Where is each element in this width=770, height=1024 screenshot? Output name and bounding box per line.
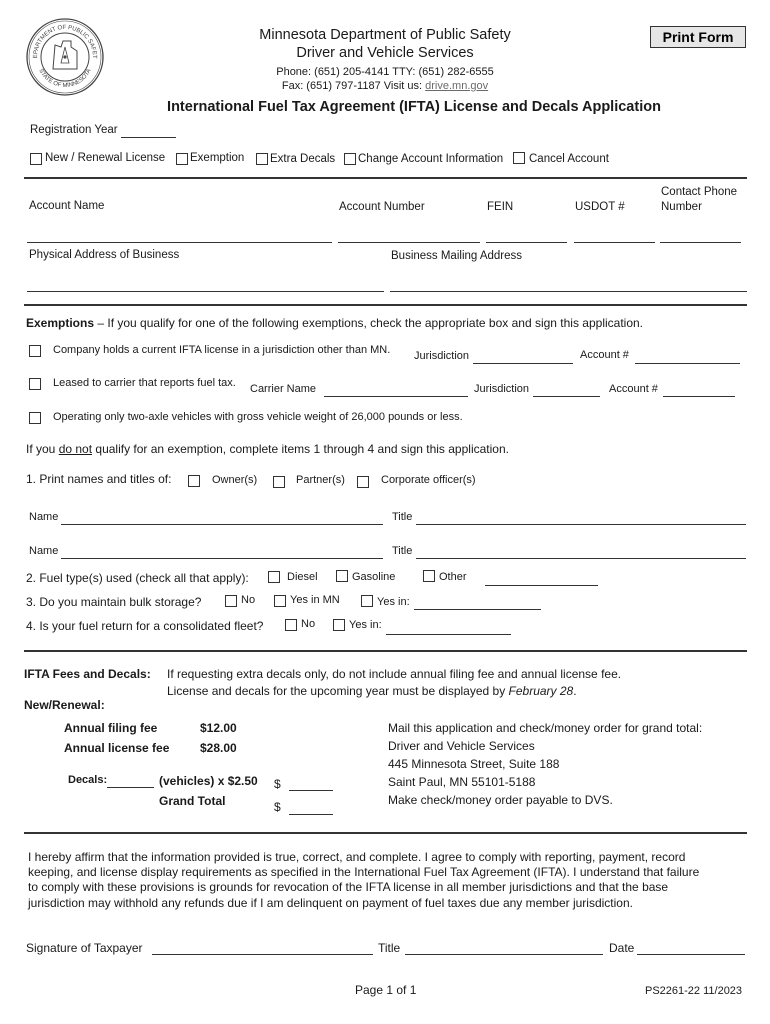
new-renewal-label: New/Renewal: <box>24 698 105 712</box>
label-gasoline: Gasoline <box>352 571 396 583</box>
fees-note-2-text: License and decals for the upcoming year must be displayed by <box>167 684 509 698</box>
affirmation-line: I hereby affirm that the information provided is true, correct, and complete. I agree to comply with reporting, payment, record <box>28 850 686 864</box>
checkbox-other-fuel[interactable] <box>423 570 435 582</box>
question-2: 2. Fuel type(s) used (check all that apply): <box>26 571 249 585</box>
checkbox-exemption[interactable] <box>176 153 188 165</box>
label-bulk-no: No <box>241 594 256 606</box>
field-name-1[interactable] <box>61 524 383 525</box>
label-officers: Corporate officer(s) <box>381 474 476 486</box>
label-exempt-two-axle: Operating only two-axle vehicles with gross vehicle weight of 26,000 pounds or less. <box>53 411 463 423</box>
label-physical-address: Physical Address of Business <box>29 249 180 261</box>
phone-line: Phone: (651) 205-4141 TTY: (651) 282-6555 <box>276 66 494 78</box>
checkbox-extra-decals[interactable] <box>256 153 268 165</box>
field-account-name[interactable] <box>27 242 332 243</box>
field-jurisdiction[interactable] <box>473 363 573 364</box>
seal-bottom-text: STATE OF MINNESOTA <box>37 68 93 90</box>
division-name: Driver and Vehicle Services <box>296 45 474 61</box>
exemptions-intro <box>26 316 643 330</box>
label-usdot: USDOT # <box>575 201 625 213</box>
form-number: PS2261-22 11/2023 <box>645 985 743 997</box>
fees-note-2-date: February 28 <box>508 684 574 698</box>
field-decals-total[interactable] <box>289 790 333 791</box>
field-carrier-name[interactable] <box>324 396 468 397</box>
checkbox-officers[interactable] <box>357 476 369 488</box>
field-account-num[interactable] <box>635 363 740 364</box>
field-signature[interactable] <box>152 954 373 955</box>
checkbox-bulk-yes-mn[interactable] <box>274 595 286 607</box>
divider <box>24 304 747 306</box>
label-extra-decals: Extra Decals <box>270 153 336 165</box>
field-fein[interactable] <box>486 242 567 243</box>
field-physical-address[interactable] <box>27 291 384 292</box>
field-signature-title[interactable] <box>405 954 603 955</box>
annual-license-fee-amount: $28.00 <box>200 741 237 755</box>
label-exemption: Exemption <box>190 152 245 164</box>
non-exempt-intro-pre: If you <box>26 442 59 456</box>
label-fleet-yes-in: Yes in: <box>349 619 382 631</box>
field-title-1[interactable] <box>416 524 746 525</box>
label-exempt-leased: Leased to carrier that reports fuel tax. <box>53 377 236 389</box>
checkbox-change-account[interactable] <box>344 153 356 165</box>
mail-line: Driver and Vehicle Services <box>388 739 535 753</box>
label-jurisdiction-2: Jurisdiction <box>474 383 530 395</box>
print-form-button[interactable]: Print Form <box>650 26 746 48</box>
exemptions-intro-text: – If you qualify for one of the following exemptions, check the appropriate box and sign this application. <box>94 316 644 330</box>
signature-date-label: Date <box>609 941 635 955</box>
checkbox-fleet-no[interactable] <box>285 619 297 631</box>
seal-top-text: EPARTMENT OF PUBLIC SAFET <box>32 24 98 59</box>
label-account-num-2: Account # <box>609 383 658 395</box>
field-mailing-address[interactable] <box>390 291 747 292</box>
label-fein: FEIN <box>487 201 514 213</box>
label-mailing-address: Business Mailing Address <box>391 250 523 262</box>
field-grand-total[interactable] <box>289 814 333 815</box>
checkbox-cancel-account[interactable] <box>513 152 525 164</box>
checkbox-exempt-leased[interactable] <box>29 378 41 390</box>
annual-filing-fee-amount: $12.00 <box>200 721 237 735</box>
fax-line <box>0 80 770 92</box>
label-title-1: Title <box>392 511 413 523</box>
field-decals-count[interactable] <box>107 787 154 788</box>
label-other-fuel: Other <box>439 571 467 583</box>
label-name-2: Name <box>29 545 59 557</box>
form-title: International Fuel Tax Agreement (IFTA) License and Decals Application <box>167 99 661 115</box>
mail-line: Mail this application and check/money order for grand total: <box>388 721 703 735</box>
signature-label: Signature of Taxpayer <box>26 941 143 955</box>
label-diesel: Diesel <box>287 571 318 583</box>
mail-line: Make check/money order payable to DVS. <box>388 793 613 807</box>
checkbox-bulk-no[interactable] <box>225 595 237 607</box>
label-account-num: Account # <box>580 349 629 361</box>
label-bulk-yes-in: Yes in: <box>377 596 410 608</box>
checkbox-exempt-ifta-license[interactable] <box>29 345 41 357</box>
fees-note-1: If requesting extra decals only, do not include annual filing fee and annual license fee. <box>167 667 622 681</box>
checkbox-fleet-yes-in[interactable] <box>333 619 345 631</box>
affirmation-line: jurisdiction may withhold any refunds due if I am delinquent on payment of fuel taxes due any member jurisdiction. <box>28 896 633 910</box>
question-4: 4. Is your fuel return for a consolidated fleet? <box>26 619 264 633</box>
label-title-2: Title <box>392 545 413 557</box>
label-carrier-name: Carrier Name <box>250 383 317 395</box>
fax-text: Fax: (651) 797-1187 Visit us: <box>281 80 426 92</box>
label-new-renewal: New / Renewal License <box>45 152 166 164</box>
field-title-2[interactable] <box>416 558 746 559</box>
question-1: 1. Print names and titles of: <box>26 472 172 486</box>
fees-heading: IFTA Fees and Decals: <box>24 667 151 681</box>
divider <box>24 832 747 834</box>
label-cancel-account: Cancel Account <box>529 153 609 165</box>
label-account-number: Account Number <box>339 201 425 213</box>
label-name-1: Name <box>29 511 59 523</box>
non-exempt-intro-post: qualify for an exemption, complete items 1 through 4 and sign this application. <box>92 442 509 456</box>
grand-total-label: Grand Total <box>159 794 226 808</box>
checkbox-exempt-two-axle[interactable] <box>29 412 41 424</box>
field-usdot[interactable] <box>574 242 655 243</box>
field-contact-phone[interactable] <box>660 242 741 243</box>
label-exempt-ifta-license: Company holds a current IFTA license in a jurisdiction other than MN. <box>53 344 391 356</box>
dollar-sign-1: $ <box>274 777 281 791</box>
signature-title-label: Title <box>378 941 401 955</box>
decals-label: Decals: <box>68 774 108 786</box>
dept-name: Minnesota Department of Public Safety <box>259 27 511 43</box>
field-fleet-yes-in[interactable] <box>386 634 511 635</box>
divider <box>24 650 747 652</box>
divider <box>24 177 747 179</box>
checkbox-new-renewal[interactable] <box>30 153 42 165</box>
label-fleet-no: No <box>301 618 316 630</box>
label-owners: Owner(s) <box>212 474 258 486</box>
label-contact-phone-2: Number <box>661 201 702 213</box>
website-link[interactable]: drive.mn.gov <box>425 80 489 92</box>
label-contact-phone: Contact Phone <box>661 186 738 198</box>
field-bulk-yes-in[interactable] <box>414 609 541 610</box>
annual-license-fee-label: Annual license fee <box>64 741 170 755</box>
checkbox-bulk-yes-in[interactable] <box>361 595 373 607</box>
checkbox-diesel[interactable] <box>268 571 280 583</box>
label-jurisdiction: Jurisdiction <box>414 350 470 362</box>
exemptions-heading: Exemptions <box>26 316 95 330</box>
field-other-fuel[interactable] <box>485 585 598 586</box>
checkbox-partners[interactable] <box>273 476 285 488</box>
question-3: 3. Do you maintain bulk storage? <box>26 595 202 609</box>
field-name-2[interactable] <box>61 558 383 559</box>
non-exempt-intro <box>26 442 509 456</box>
fees-note-2 <box>167 684 577 698</box>
label-change-account: Change Account Information <box>358 153 504 165</box>
annual-filing-fee-label: Annual filing fee <box>64 721 158 735</box>
checkbox-gasoline[interactable] <box>336 570 348 582</box>
mail-line: Saint Paul, MN 55101-5188 <box>388 775 536 789</box>
affirmation-line: keeping, and license display requirements as specified in the International Fuel Tax Agreement (IFTA). I understand that failure <box>28 865 700 879</box>
field-signature-date[interactable] <box>637 954 745 955</box>
checkbox-owners[interactable] <box>188 475 200 487</box>
affirmation-line: to comply with these provisions is grounds for revocation of the IFTA license in all member jurisdictions and that the base <box>28 880 669 894</box>
vehicles-label: (vehicles) x $2.50 <box>159 774 258 788</box>
registration-year-label: Registration Year <box>30 124 118 136</box>
field-jurisdiction-2[interactable] <box>533 396 600 397</box>
page-number: Page 1 of 1 <box>355 983 417 997</box>
fees-note-2-end: . <box>573 684 577 698</box>
field-account-num-2[interactable] <box>663 396 735 397</box>
dollar-sign-2: $ <box>274 800 281 814</box>
label-bulk-yes-mn: Yes in MN <box>290 594 340 606</box>
label-partners: Partner(s) <box>296 474 345 486</box>
field-account-number[interactable] <box>338 242 480 243</box>
label-account-name: Account Name <box>29 200 105 212</box>
registration-year-field[interactable] <box>121 137 176 138</box>
mail-line: 445 Minnesota Street, Suite 188 <box>388 757 560 771</box>
non-exempt-intro-underline: do not <box>58 442 93 456</box>
